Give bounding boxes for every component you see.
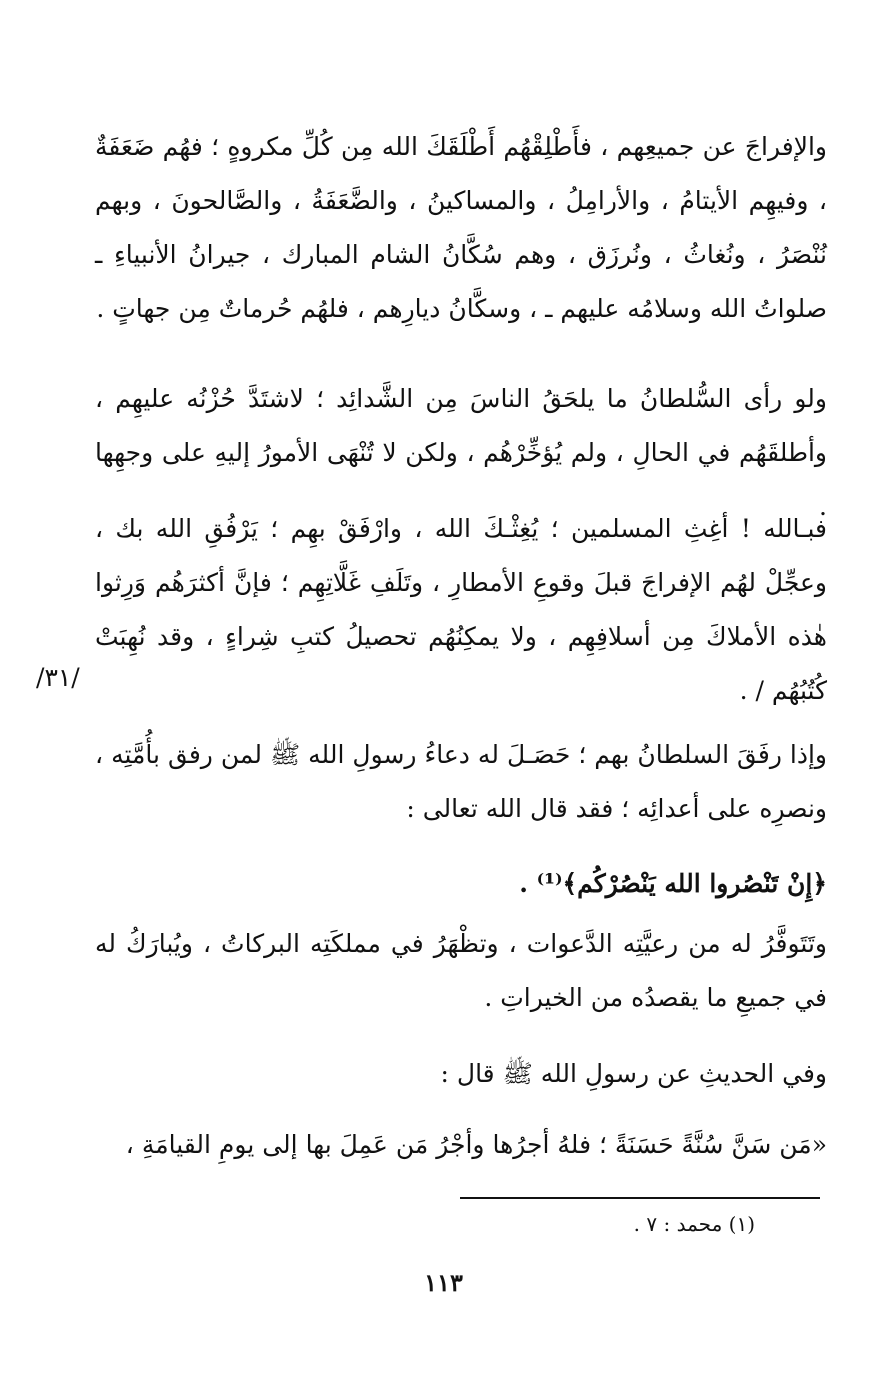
paragraph-4-text: وإذا رفَقَ السلطانُ بهم ؛ حَصَـلَ له دعاءُ رسولِ الله ﷺ لمن رفق بأُمَّتِه ، ونصرِه على أعدائِه ؛ فقد قال الله تعالى : <box>95 740 827 823</box>
manuscript-folio-mark: /٣١/ <box>36 663 80 692</box>
paragraph-1-text: والإفراجَ عن جميعِهم ، فأَطْلِقْهُم أَطْلَقَكَ الله مِن كُلِّ مكروهٍ ؛ فهُم ضَعَفَةٌ ، وفيهِم الأيتامُ ، والأرامِلُ ، والمساكينُ ، والضَّعَفَةُ ، والصَّالحونَ ، وبهم نُنْصَرُ ، ونُغاثُ ، ونُرزَق ، وهم سُكَّانُ الشام المبارك ، جيرانُ الأنبياءِ ـ صلواتُ الله وسلامُه عليهم ـ ، وسكَّانُ ديارِهم ، فلهُم حُرماتٌ مِن جهاتٍ . <box>95 132 827 323</box>
quran-verse-text: ﴿إِنْ تَنْصُروا الله يَنْصُرْكُم﴾⁽¹⁾ . <box>519 869 827 898</box>
footnote: (١) محمد : ٧ . <box>633 1212 755 1236</box>
paragraph-2-text: ولو رأى السُّلطانُ ما يلحَقُ الناسَ مِن الشَّدائِد ؛ لاشتَدَّ حُزْنُه عليهِم ، وأطلقَهُم في الحالِ ، ولم يُؤخِّرْهُم ، ولكن لا تُنْهَى الأمورُ إليهِ على وجهِها . <box>95 384 827 521</box>
hadith-quote-text: «مَن سَنَّ سُنَّةً حَسَنَةً ؛ فلهُ أجرُها وأجْرُ مَن عَمِلَ بها إلى يومِ القيامَةِ ، <box>125 1130 827 1159</box>
paragraph-3 <box>95 502 827 718</box>
paragraph-4 <box>95 728 827 836</box>
paragraph-3-text: فبـالله ! أغِثِ المسلمين ؛ يُغِثْـكَ الله ، وارْفَقْ بهِم ؛ يَرْفُقِ الله بك ، وعجِّلْ لهُم الإفراجَ قبلَ وقوعِ الأمطارِ ، وتَلَفِ غَلَّاتِهِم ؛ فإنَّ أكثرَهُم وَرِثوا هٰذه الأملاكَ مِن أسلافِهِم ، ولا يمكِنُهُم تحصيلُ كتبِ شِراءٍ ، وقد نُهِبَتْ كُتُبُهُم / . <box>95 514 827 705</box>
hadith-quote <box>95 1118 827 1172</box>
paragraph-7-text: وفي الحديثِ عن رسولِ الله ﷺ قال : <box>440 1059 827 1088</box>
quran-verse <box>95 857 827 911</box>
paragraph-1 <box>95 120 827 336</box>
paragraph-7 <box>95 1047 827 1101</box>
paragraph-6-text: وتَتَوفَّرُ له من رعيَّتِه الدَّعوات ، وتظْهَرُ في مملكَتِه البركاتُ ، ويُبارَكُ له في جميعِ ما يقصدُه من الخيراتِ . <box>95 929 827 1012</box>
paragraph-6 <box>95 917 827 1025</box>
footnote-divider <box>460 1197 820 1199</box>
page-number: ١١٣ <box>424 1268 463 1297</box>
